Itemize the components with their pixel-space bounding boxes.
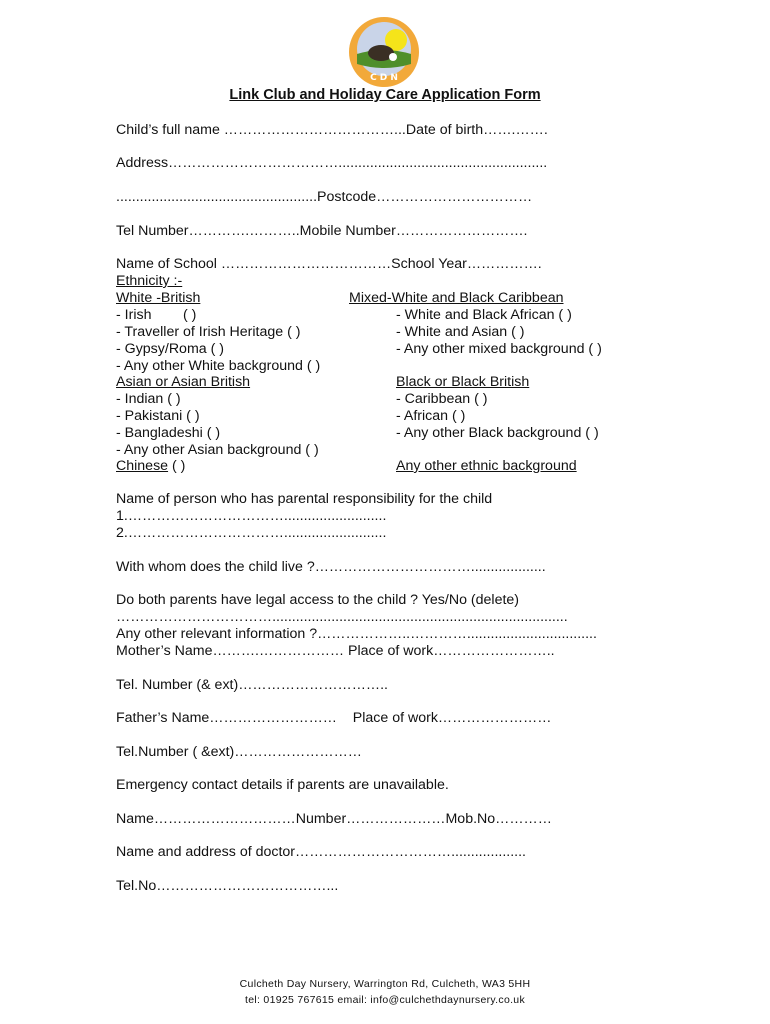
mother-tel-field[interactable]: Tel. Number (& ext)………………………….. bbox=[116, 677, 388, 693]
parental-heading: Name of person who has parental responsibility for the child bbox=[116, 491, 493, 507]
school-field[interactable]: Name of School ………………………………School Year……………. bbox=[116, 256, 542, 272]
option-irish[interactable]: - Irish ( ) bbox=[116, 307, 197, 323]
option-other-ethnic[interactable]: Any other ethnic background bbox=[396, 458, 577, 474]
black-heading: Black or Black British bbox=[396, 374, 530, 390]
child-name-field[interactable]: Child’s full name ………………………………...Date of birth…….……. bbox=[116, 122, 548, 138]
chinese-box[interactable]: ( ) bbox=[172, 458, 186, 474]
doctor-field[interactable]: Name and address of doctor……………………………................... bbox=[116, 844, 526, 860]
footer-address: Culcheth Day Nursery, Warrington Rd, Culcheth, WA3 5HH bbox=[239, 978, 531, 990]
tel-mobile-field[interactable]: Tel Number………….………..Mobile Number………………………. bbox=[116, 223, 528, 239]
form-title: Link Club and Holiday Care Application Form bbox=[229, 87, 541, 103]
other-info-field[interactable]: Any other relevant information ?………………..…………................................. bbox=[116, 626, 597, 642]
nursery-logo bbox=[348, 16, 420, 88]
option-traveller[interactable]: - Traveller of Irish Heritage ( ) bbox=[116, 324, 301, 340]
option-african[interactable]: - African ( ) bbox=[396, 408, 466, 424]
logo-face bbox=[389, 53, 397, 61]
option-caribbean[interactable]: - Caribbean ( ) bbox=[396, 391, 488, 407]
option-bangladeshi[interactable]: - Bangladeshi ( ) bbox=[116, 425, 221, 441]
option-other-mixed[interactable]: - Any other mixed background ( ) bbox=[396, 341, 602, 357]
option-chinese[interactable] bbox=[116, 458, 185, 475]
ethnicity-heading: Ethnicity :- bbox=[116, 273, 183, 289]
emergency-heading: Emergency contact details if parents are unavailable. bbox=[116, 777, 449, 793]
mixed-heading: Mixed-White and Black Caribbean bbox=[349, 290, 564, 306]
white-british-heading: White -British bbox=[116, 290, 201, 306]
lives-with-field[interactable]: With whom does the child live ?……………………………................... bbox=[116, 559, 546, 575]
father-tel-field[interactable]: Tel.Number ( &ext)……………………… bbox=[116, 744, 362, 760]
chinese-label: Chinese bbox=[116, 458, 169, 474]
legal-access-question: Do both parents have legal access to the child ? Yes/No (delete) bbox=[116, 592, 520, 608]
option-other-white[interactable]: - Any other White background ( ) bbox=[116, 358, 321, 374]
option-gypsy-roma[interactable]: - Gypsy/Roma ( ) bbox=[116, 341, 224, 357]
parent-1-field[interactable]: 1.…………………………….......................... bbox=[116, 508, 387, 524]
option-indian[interactable]: - Indian ( ) bbox=[116, 391, 181, 407]
option-other-asian[interactable]: - Any other Asian background ( ) bbox=[116, 442, 319, 458]
legal-access-field[interactable]: ……………………………........................................................................... bbox=[116, 609, 568, 625]
footer-contact: tel: 01925 767615 email: info@culchethdaynursery.co.uk bbox=[245, 994, 525, 1006]
option-pakistani[interactable]: - Pakistani ( ) bbox=[116, 408, 200, 424]
option-white-black-african[interactable]: - White and Black African ( ) bbox=[396, 307, 572, 323]
asian-heading: Asian or Asian British bbox=[116, 374, 251, 390]
address-postcode-field[interactable]: ...................................................Postcode…………………………… bbox=[116, 189, 533, 205]
doctor-tel-field[interactable]: Tel.No………………………………... bbox=[116, 878, 339, 894]
mother-field[interactable]: Mother’s Name……….……………… Place of work…………………….. bbox=[116, 643, 555, 659]
emergency-contact-field[interactable]: Name…………………………Number…………………Mob.No………… bbox=[116, 811, 552, 827]
logo-text: C D N bbox=[370, 73, 398, 83]
option-white-asian[interactable]: - White and Asian ( ) bbox=[396, 324, 525, 340]
address-field[interactable]: Address………………………………..................................................... bbox=[116, 155, 548, 171]
option-other-black[interactable]: - Any other Black background ( ) bbox=[396, 425, 599, 441]
father-field[interactable]: Father’s Name……………………… Place of work…………………… bbox=[116, 710, 552, 726]
parent-2-field[interactable]: 2.…………………………….......................... bbox=[116, 525, 387, 541]
